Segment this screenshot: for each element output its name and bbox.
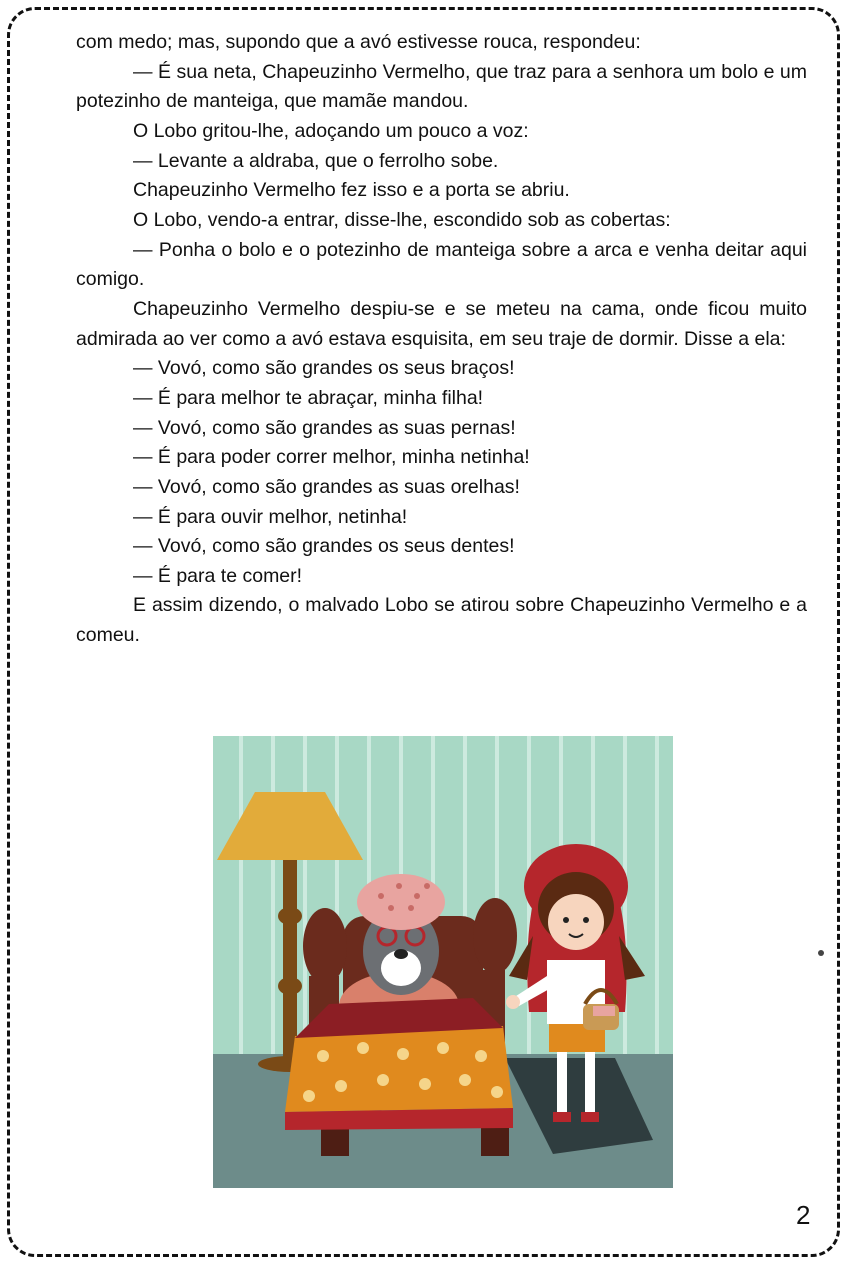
story-paragraph: — Vovó, como são grandes os seus braços! [133, 357, 515, 380]
story-paragraph: — É sua neta, Chapeuzinho Vermelho, que traz para a senhora um bolo e um potezinho de manteiga, que mamãe mandou. [76, 60, 807, 113]
story-paragraph: — É para te comer! [133, 564, 303, 587]
story-paragraph: — Levante a aldraba, que o ferrolho sobe. [133, 149, 499, 172]
story-paragraph: — Vovó, como são grandes os seus dentes! [133, 535, 515, 558]
story-paragraph: — É para ouvir melhor, netinha! [133, 505, 408, 528]
story-text [76, 28, 807, 651]
story-paragraph: Chapeuzinho Vermelho fez isso e a porta se abriu. [133, 179, 570, 202]
story-paragraph: O Lobo, vendo-a entrar, disse-lhe, escondido sob as cobertas: [133, 208, 671, 231]
story-paragraph: — É para poder correr melhor, minha netinha! [133, 446, 530, 469]
story-paragraph: — Vovó, como são grandes as suas orelhas! [133, 475, 520, 498]
ink-speck [818, 950, 824, 956]
story-paragraph: — Ponha o bolo e o potezinho de manteiga sobre a arca e venha deitar aqui comigo. [76, 238, 807, 291]
story-illustration [213, 736, 673, 1188]
story-paragraph: — Vovó, como são grandes as suas pernas! [133, 416, 516, 439]
wolf-grandma-and-red-riding-hood-illustration [213, 736, 673, 1188]
story-paragraph: O Lobo gritou-lhe, adoçando um pouco a voz: [133, 119, 529, 142]
story-paragraph: Chapeuzinho Vermelho despiu-se e se meteu na cama, onde ficou muito admirada ao ver como a avó estava esquisita, em seu traje de dormir. Disse a ela: [76, 297, 807, 350]
story-paragraph: — É para melhor te abraçar, minha filha! [133, 386, 484, 409]
story-paragraph: E assim dizendo, o malvado Lobo se atirou sobre Chapeuzinho Vermelho e a comeu. [76, 594, 807, 647]
page-number: 2 [796, 1200, 811, 1230]
story-paragraph: com medo; mas, supondo que a avó estivesse rouca, respondeu: [76, 31, 641, 53]
